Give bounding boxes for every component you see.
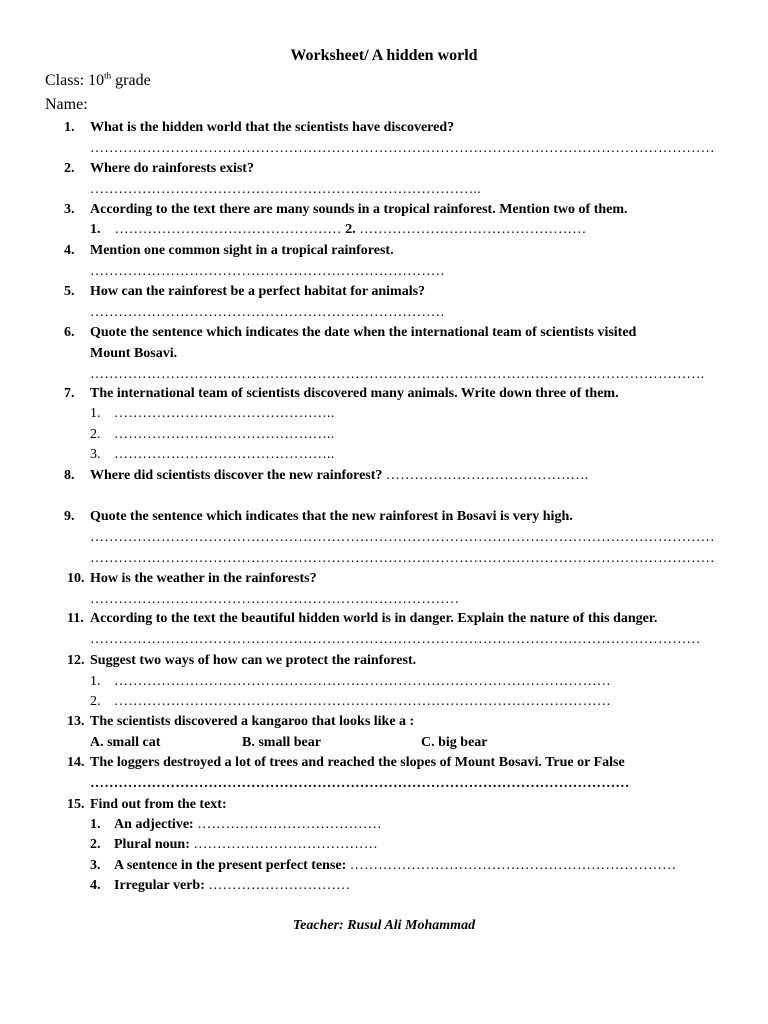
item-number: 4.	[90, 878, 101, 893]
question-text: Where do rainforests exist?	[90, 161, 254, 176]
item-label: An adjective:	[114, 817, 194, 832]
answer-line-11[interactable]: …………………………………………………………………………………………………………………	[90, 632, 701, 647]
question-number: 8.	[64, 468, 75, 483]
item-number: 2.	[90, 837, 101, 852]
answer-line-12-2[interactable]	[90, 693, 611, 711]
question-number: 3.	[64, 202, 75, 217]
question-6-continued: Mount Bosavi.	[90, 346, 178, 361]
answer-dots[interactable]: ………………………………………..	[114, 447, 335, 462]
choice-b[interactable]: B. small bear	[242, 735, 321, 750]
answer-dots[interactable]: ………………………………………..	[114, 427, 335, 442]
answer-number: 1.	[90, 406, 101, 421]
find-item-3[interactable]	[90, 857, 676, 875]
question-3	[64, 201, 628, 219]
question-text: According to the text there are many sounds in a tropical rainforest. Mention two of them.	[90, 202, 628, 217]
item-number: 3.	[90, 858, 101, 873]
find-item-4[interactable]	[90, 877, 350, 895]
class-line	[45, 72, 151, 90]
question-15	[67, 796, 227, 814]
answer-line-5[interactable]: …………………………………………………………………	[90, 305, 445, 320]
item-number: 1.	[90, 817, 101, 832]
answer-line-14[interactable]: ……………………………………………………………………………………………………	[90, 776, 630, 791]
question-8	[64, 467, 589, 485]
question-text: Quote the sentence which indicates that the new rainforest in Bosavi is very high.	[90, 509, 573, 524]
answer-dots[interactable]: ……………………………………………………………………………………………	[114, 674, 611, 689]
question-text: The international team of scientists discovered many animals. Write down three of them.	[90, 386, 619, 401]
question-text: Mention one common sight in a tropical rainforest.	[90, 243, 394, 258]
answer-line-7-2[interactable]	[90, 426, 334, 444]
answer-dots[interactable]: …………………………………………	[114, 222, 342, 237]
question-text: How can the rainforest be a perfect habitat for animals?	[90, 284, 426, 299]
question-number: 11.	[67, 611, 84, 626]
question-number: 2.	[64, 161, 75, 176]
item-label: A sentence in the present perfect tense:	[114, 858, 347, 873]
name-label: Name:	[45, 96, 88, 113]
question-text: Find out from the text:	[90, 797, 227, 812]
question-number: 10.	[67, 571, 85, 586]
question-number: 4.	[64, 243, 75, 258]
question-number: 7.	[64, 386, 75, 401]
question-2	[64, 160, 254, 178]
question-12	[67, 652, 417, 670]
class-suffix: grade	[111, 72, 151, 89]
page-title: Worksheet/ A hidden world	[290, 47, 478, 64]
find-item-2[interactable]	[90, 836, 378, 854]
question-5	[64, 283, 426, 301]
question-number: 5.	[64, 284, 75, 299]
answer-number: 2.	[345, 222, 356, 237]
answer-line-10[interactable]: ……………………………………………………………………	[90, 592, 460, 607]
answer-number: 3.	[90, 447, 101, 462]
answer-dots[interactable]: …………………………………	[197, 817, 382, 832]
question-text: Quote the sentence which indicates the date when the international team of scientists visited	[90, 325, 637, 340]
answer-line-9-1[interactable]: ……………………………………………………………………………………………………………………	[90, 530, 715, 545]
question-text: What is the hidden world that the scientists have discovered?	[90, 120, 455, 135]
question-7	[64, 385, 619, 403]
question-number: 15.	[67, 797, 85, 812]
answer-dots[interactable]: ……………………………………………………………	[349, 858, 677, 873]
question-number: 14.	[67, 755, 85, 770]
answer-line-7-1[interactable]	[90, 405, 334, 423]
question-number: 13.	[67, 714, 85, 729]
choice-a[interactable]: A. small cat	[90, 735, 161, 750]
answer-line-2[interactable]: ………………………………………………………………………..	[90, 182, 481, 197]
answer-dots[interactable]: …………………………	[208, 878, 351, 893]
question-text: How is the weather in the rainforests?	[90, 571, 317, 586]
class-superscript: th	[104, 70, 112, 81]
question-text: The loggers destroyed a lot of trees and reached the slopes of Mount Bosavi. True or False	[90, 755, 625, 770]
answer-dots[interactable]: …………………………………………	[359, 222, 587, 237]
question-text: The scientists discovered a kangaroo that looks like a :	[90, 714, 415, 729]
question-4	[64, 242, 394, 260]
question-9	[64, 508, 573, 526]
question-11	[67, 610, 658, 628]
class-label: Class: 10	[45, 72, 105, 89]
answer-dots[interactable]: ………………………………………..	[114, 406, 335, 421]
answer-number: 1.	[90, 674, 101, 689]
question-10	[67, 570, 317, 588]
teacher-name: Teacher: Rusul Ali Mohammad	[292, 918, 476, 933]
answer-line-7-3[interactable]	[90, 446, 334, 464]
answer-dots[interactable]: …………………………………	[193, 837, 378, 852]
answer-number: 1.	[90, 222, 101, 237]
find-item-1[interactable]	[90, 816, 382, 834]
question-14	[67, 754, 625, 772]
question-13	[67, 713, 415, 731]
question-text: Suggest two ways of how can we protect the rainforest.	[90, 653, 417, 668]
answer-number: 2.	[90, 694, 101, 709]
answer-line-1[interactable]: ……………………………………………………………………………………………………………………	[90, 141, 715, 156]
answer-dots[interactable]: ……………………………………………………………………………………………	[114, 694, 611, 709]
question-text: According to the text the beautiful hidden world is in danger. Explain the nature of this danger.	[90, 611, 658, 626]
question-number: 6.	[64, 325, 75, 340]
question-number: 9.	[64, 509, 75, 524]
answer-line-12-1[interactable]	[90, 673, 611, 691]
choice-c[interactable]: C. big bear	[421, 735, 488, 750]
question-number: 12.	[67, 653, 85, 668]
answer-number: 2.	[90, 427, 101, 442]
answer-line-6[interactable]: ………………………………………………………………………………………………………………….	[90, 367, 705, 382]
item-label: Irregular verb:	[114, 878, 205, 893]
answer-line-9-2[interactable]: ……………………………………………………………………………………………………………………	[90, 551, 715, 566]
answer-dots[interactable]: …………………………………….	[385, 468, 589, 483]
question-6	[64, 324, 637, 342]
question-number: 1.	[64, 120, 75, 135]
question-1	[64, 119, 455, 137]
answer-line-4[interactable]: …………………………………………………………………	[90, 264, 445, 279]
answer-line-3[interactable]	[90, 221, 586, 239]
question-text: Where did scientists discover the new rainforest?	[90, 468, 383, 483]
item-label: Plural noun:	[114, 837, 190, 852]
